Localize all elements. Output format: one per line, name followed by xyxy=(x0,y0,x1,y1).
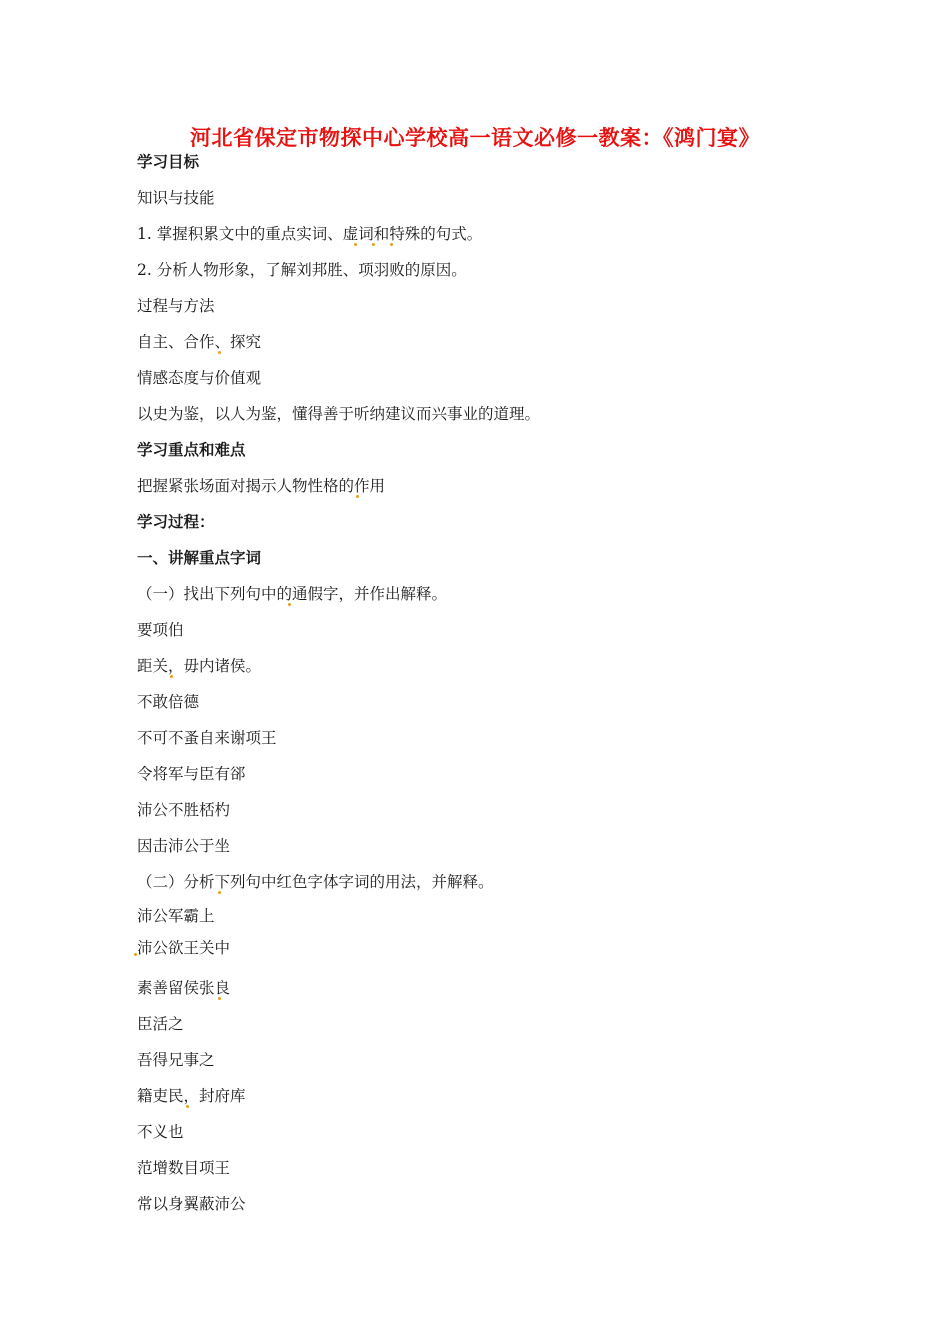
paragraph-line: 把握紧张场面对揭示人物性格的作用 xyxy=(137,477,386,495)
paragraph-line: 沛公不胜桮杓 xyxy=(137,801,231,819)
emphasis-dot xyxy=(218,351,221,354)
paragraph-line: 吾得兄事之 xyxy=(137,1051,215,1069)
paragraph-line: 令将军与臣有郤 xyxy=(137,765,246,783)
paragraph-line: 素善留侯张良 xyxy=(137,979,231,997)
emphasis-dot xyxy=(356,495,359,498)
paragraph-line: 情感态度与价值观 xyxy=(137,369,262,387)
paragraph-line: （二）分析下列句中红色字体字词的用法，并解释。 xyxy=(137,873,494,891)
heading-learning-process: 学习过程： xyxy=(137,513,215,531)
document-title: 河北省保定市物探中心学校高一语文必修一教案：《鸿门宴》 xyxy=(190,126,760,150)
paragraph-line: 常以身翼蔽沛公 xyxy=(137,1195,246,1213)
paragraph-line: 距关，毋内诸侯。 xyxy=(137,657,262,675)
paragraph-line: 范增数目项王 xyxy=(137,1159,231,1177)
paragraph-line: 沛公军霸上 xyxy=(137,907,215,925)
emphasis-dot xyxy=(288,603,291,606)
paragraph-line: 过程与方法 xyxy=(137,297,215,315)
paragraph-line: （一）找出下列句中的通假字，并作出解释。 xyxy=(137,585,448,603)
paragraph-line: 自主、合作、探究 xyxy=(137,333,262,351)
emphasis-dot xyxy=(372,243,375,246)
heading-learning-goals: 学习目标 xyxy=(137,153,200,171)
emphasis-dot xyxy=(170,675,173,678)
paragraph-line: 要项伯 xyxy=(137,621,184,639)
paragraph-line: 沛公欲王关中 xyxy=(137,939,231,957)
heading-key-points: 学习重点和难点 xyxy=(137,441,246,459)
heading-section-one: 一、讲解重点字词 xyxy=(137,549,262,567)
emphasis-dot xyxy=(134,953,137,956)
paragraph-line: 不义也 xyxy=(137,1123,184,1141)
emphasis-dot xyxy=(218,997,221,1000)
emphasis-dot xyxy=(186,1105,189,1108)
paragraph-line: 以史为鉴，以人为鉴，懂得善于听纳建议而兴事业的道理。 xyxy=(137,405,541,423)
emphasis-dot xyxy=(218,891,221,894)
paragraph-line: 1. 掌握积累文中的重点实词、虚词和特殊的句式。 xyxy=(137,225,483,243)
paragraph-line: 因击沛公于坐 xyxy=(137,837,231,855)
paragraph-line: 籍吏民，封府库 xyxy=(137,1087,246,1105)
emphasis-dot xyxy=(390,243,393,246)
paragraph-line: 不可不蚤自来谢项王 xyxy=(137,729,277,747)
paragraph-line: 知识与技能 xyxy=(137,189,215,207)
paragraph-line: 不敢倍德 xyxy=(137,693,200,711)
paragraph-line: 2. 分析人物形象，了解刘邦胜、项羽败的原因。 xyxy=(137,261,467,279)
emphasis-dot xyxy=(354,243,357,246)
paragraph-line: 臣活之 xyxy=(137,1015,184,1033)
